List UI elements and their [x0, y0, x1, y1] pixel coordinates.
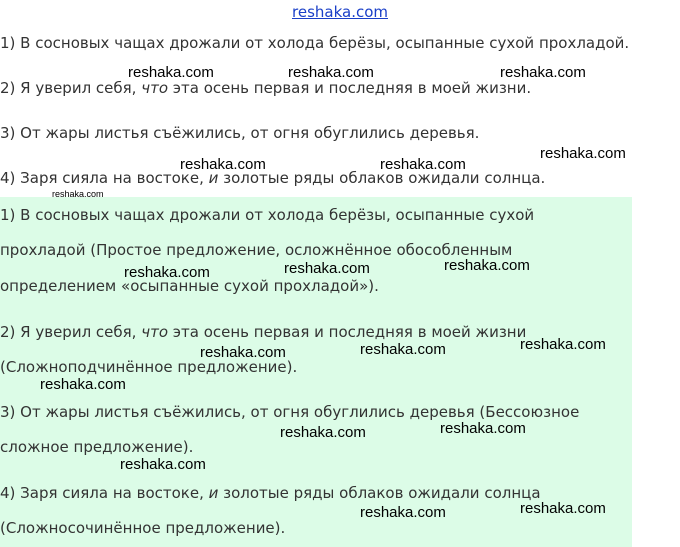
task-sentence-1: 1) В сосновых чащах дрожали от холода берёзы, осыпанные сухой прохладой.	[0, 34, 630, 52]
answer-4-line-2: (Сложносочинённое предложение).	[0, 519, 286, 537]
task-sentence-4-part-c: золотые ряды облаков ожидали солнца.	[218, 169, 546, 187]
task-sentence-3: 3) От жары листья съёжились, от огня обуглились деревья.	[0, 124, 480, 142]
task-sentence-2-part-a: 2) Я уверил себя,	[0, 79, 142, 97]
watermark: reshaka.com	[440, 420, 526, 437]
task-sentence-2	[0, 79, 531, 97]
site-header-link[interactable]: reshaka.com	[292, 3, 388, 21]
answer-2-part-c: эта осень первая и последняя в моей жизни	[168, 323, 527, 341]
watermark: reshaka.com	[360, 504, 446, 521]
answer-1-line-1: 1) В сосновых чащах дрожали от холода берёзы, осыпанные сухой	[0, 206, 535, 224]
answer-3-line-2: сложное предложение).	[0, 438, 194, 456]
task-sentence-2-part-c: эта осень первая и последняя в моей жизни.	[168, 79, 532, 97]
watermark: reshaka.com	[120, 456, 206, 473]
task-sentence-4-conjunction: и	[208, 169, 219, 187]
watermark: reshaka.com	[500, 64, 586, 81]
answer-1-line-2: прохладой (Простое предложение, осложнённое обособленным	[0, 241, 513, 259]
watermark-small: reshaka.com	[52, 189, 104, 199]
watermark: reshaka.com	[444, 257, 530, 274]
answer-2-part-a: 2) Я уверил себя,	[0, 323, 142, 341]
answer-2-line-2: (Сложноподчинённое предложение).	[0, 358, 298, 376]
watermark: reshaka.com	[380, 156, 466, 173]
answer-3-line-1: 3) От жары листья съёжились, от огня обуглились деревья (Бессоюзное	[0, 403, 580, 421]
answer-2-conjunction: что	[141, 323, 168, 341]
watermark: reshaka.com	[40, 376, 126, 393]
answer-4-part-a: 4) Заря сияла на востоке,	[0, 484, 209, 502]
answer-2-line-1	[0, 323, 526, 341]
watermark: reshaka.com	[200, 344, 286, 361]
watermark: reshaka.com	[288, 64, 374, 81]
answer-1-line-3: определением «осыпанные сухой прохладой»).	[0, 277, 379, 295]
watermark: reshaka.com	[180, 156, 266, 173]
task-sentence-2-conjunction: что	[141, 79, 168, 97]
watermark: reshaka.com	[520, 500, 606, 517]
watermark: reshaka.com	[128, 64, 214, 81]
answer-4-part-c: золотые ряды облаков ожидали солнца	[218, 484, 541, 502]
watermark: reshaka.com	[284, 260, 370, 277]
task-sentence-4-part-a: 4) Заря сияла на востоке,	[0, 169, 209, 187]
watermark: reshaka.com	[124, 264, 210, 281]
watermark: reshaka.com	[540, 145, 626, 162]
watermark: reshaka.com	[520, 336, 606, 353]
answer-4-line-1	[0, 484, 541, 502]
answer-4-conjunction: и	[208, 484, 219, 502]
watermark: reshaka.com	[280, 424, 366, 441]
watermark: reshaka.com	[360, 341, 446, 358]
